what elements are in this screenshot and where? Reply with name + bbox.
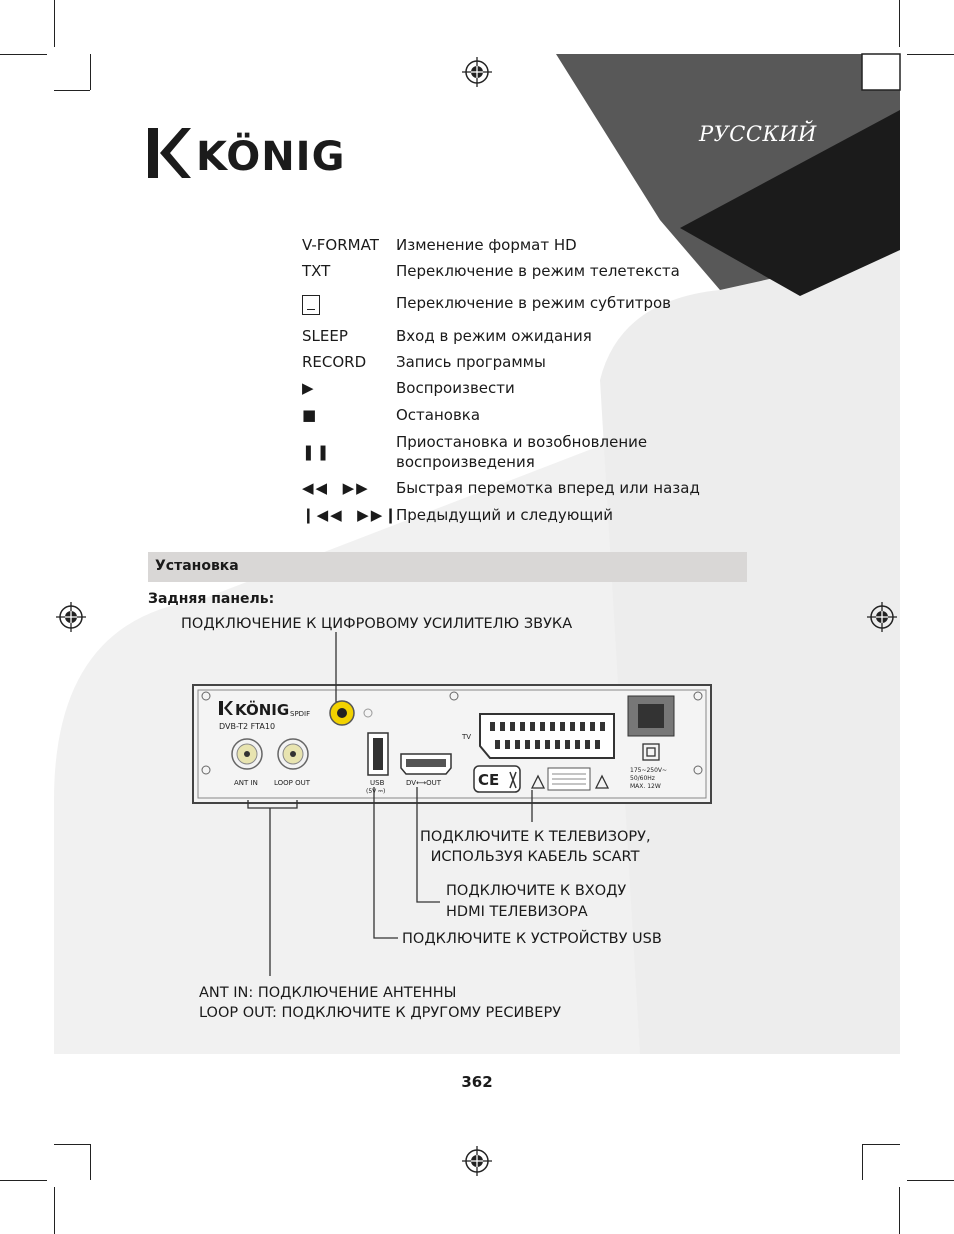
pause-icon: ❚❚	[302, 443, 332, 461]
control-key: V-FORMAT	[302, 236, 379, 254]
control-key	[302, 293, 392, 318]
crop-mark	[862, 1144, 900, 1145]
section-title: Установка	[155, 558, 239, 574]
play-icon: ▶	[302, 379, 316, 397]
control-desc: Быстрая перемотка вперед или назад	[396, 479, 700, 497]
language-label: РУССКИЙ	[699, 122, 817, 146]
device-model: DVB-T2 FTA10	[219, 722, 276, 731]
device-brand: KÖNIG	[235, 701, 290, 719]
tv-text: TV	[462, 733, 472, 741]
control-desc: Вход в режим ожидания	[396, 327, 592, 345]
control-desc: Изменение формат HD	[396, 236, 577, 254]
crop-mark	[899, 1187, 900, 1234]
power-spec-1: 175~250V~	[630, 767, 668, 774]
usb-label: ПОДКЛЮЧИТЕ К УСТРОЙСТВУ USB	[402, 931, 662, 947]
subtitle-icon	[302, 295, 320, 315]
crop-mark	[907, 54, 954, 55]
crop-mark	[90, 54, 91, 90]
control-desc: Запись программы	[396, 353, 546, 371]
ant-in-text: ANT IN	[234, 779, 258, 787]
previous-next-icon: ❙◀◀ ▶▶❙	[302, 506, 399, 524]
control-desc: Переключение в режим телетекста	[396, 262, 680, 280]
control-key: RECORD	[302, 353, 367, 371]
crop-mark	[54, 0, 55, 47]
scart-port	[480, 714, 614, 758]
control-desc: Переключение в режим субтитров	[396, 294, 672, 312]
receiver-rear-panel	[192, 684, 712, 804]
power-spec-2: 50/60Hz	[630, 775, 655, 782]
crop-mark	[54, 1187, 55, 1234]
konig-logo	[146, 124, 356, 184]
crop-mark	[899, 0, 900, 47]
ant-label-line2: LOOP OUT: ПОДКЛЮЧИТЕ К ДРУГОМУ РЕСИВЕРУ	[199, 1005, 562, 1021]
control-desc: Остановка	[396, 406, 481, 424]
section-header	[148, 552, 747, 582]
rewind-forward-icon: ◀◀ ▶▶	[302, 479, 370, 497]
loop-out-text: LOOP OUT	[274, 779, 311, 787]
hdmi-label-line2: HDMI ТЕЛЕВИЗОРА	[446, 904, 588, 920]
crop-mark	[0, 1180, 47, 1181]
crop-mark	[0, 54, 47, 55]
rear-panel-title: Задняя панель:	[148, 591, 275, 607]
crop-mark	[54, 90, 90, 91]
crop-mark	[862, 1144, 863, 1180]
usb-text: USB	[370, 779, 385, 787]
control-desc: Приостановка и возобновление воспроизведения	[396, 433, 648, 471]
page-number: 362	[461, 1073, 493, 1091]
scart-label-line2: ИСПОЛЬЗУЯ КАБЕЛЬ SCART	[430, 849, 640, 865]
hdmi-label-line1: ПОДКЛЮЧИТЕ К ВХОДУ	[446, 883, 627, 899]
dv-out-text: DV⟷OUT	[406, 779, 441, 787]
control-desc: Воспроизвести	[396, 379, 515, 397]
ant-label-line1: ANT IN: ПОДКЛЮЧЕНИЕ АНТЕННЫ	[199, 985, 457, 1001]
stop-icon: ■	[302, 406, 319, 424]
power-spec-3: MAX. 12W	[630, 783, 661, 790]
svg-text:KÖNIG: KÖNIG	[196, 134, 346, 180]
spdif-label: ПОДКЛЮЧЕНИЕ К ЦИФРОВОМУ УСИЛИТЕЛЮ ЗВУКА	[181, 616, 573, 632]
spdif-text: SPDIF	[290, 710, 311, 718]
usb-power-text: (5V ⎓)	[366, 788, 386, 795]
registration-mark-icon	[56, 602, 86, 632]
registration-mark-icon	[462, 57, 492, 87]
crop-mark	[54, 1144, 90, 1145]
control-desc: Предыдущий и следующий	[396, 506, 613, 524]
control-key: SLEEP	[302, 327, 348, 345]
crop-mark	[90, 1144, 91, 1180]
scart-label-line1: ПОДКЛЮЧИТЕ К ТЕЛЕВИЗОРУ,	[420, 829, 651, 845]
crop-mark	[907, 1180, 954, 1181]
control-key: TXT	[302, 262, 331, 280]
registration-mark-icon	[867, 602, 897, 632]
svg-text:CE: CE	[478, 771, 500, 789]
registration-mark-icon	[462, 1146, 492, 1176]
